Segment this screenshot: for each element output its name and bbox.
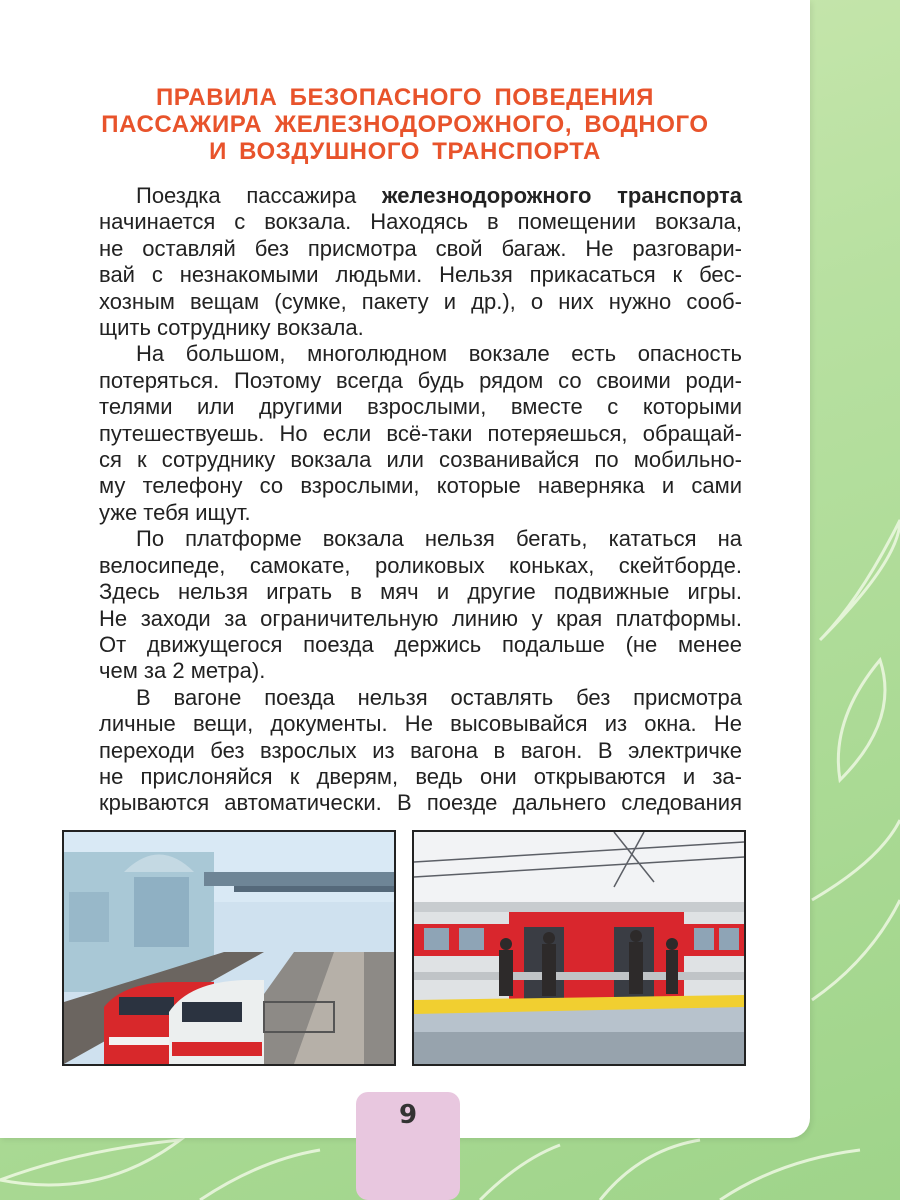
text-line: личные вещи, документы. Не высовывайся из окна. Не (99, 711, 742, 737)
text-line: От движущегося поезда держись подальше (не менее (99, 631, 742, 657)
text-line: В вагоне поезда нельзя оставлять без присмотра (136, 684, 742, 710)
body-text (62, 183, 742, 817)
paragraph-4 (62, 685, 742, 817)
page-number: 9 (398, 1100, 418, 1130)
text-line: Не заходи за ограничительную линию у края платформы. (99, 605, 742, 631)
text-line: путешествуешь. Но если всё-таки потеряешься, обращай- (99, 420, 742, 446)
text-line: телями или другими взрослыми, вместе с которыми (99, 394, 742, 420)
text-line: вай с незнакомыми людьми. Нельзя прикасаться к бес- (99, 262, 742, 288)
paragraph-2 (62, 341, 742, 526)
text-line: му телефону со взрослыми, которые наверняка и сами (99, 473, 742, 499)
title-line-1: ПРАВИЛА БЕЗОПАСНОГО ПОВЕДЕНИЯ (155, 84, 655, 111)
station-trains-photo (62, 830, 396, 1066)
text-line: Поездка пассажира железнодорожного транспорта (136, 183, 742, 208)
text-line: чем за 2 метра). (99, 658, 266, 684)
text-line: По платформе вокзала нельзя бегать, кататься на (136, 526, 742, 552)
paragraph-3 (62, 526, 742, 684)
text-line: начинается с вокзала. Находясь в помещении вокзала, (99, 209, 742, 235)
text-line: На большом, многолюдном вокзале есть опасность (136, 341, 742, 367)
suburban-train-photo (412, 830, 746, 1066)
text-line: не оставляй без присмотра свой багаж. Не разговари- (99, 235, 742, 261)
paragraph-1 (62, 183, 742, 341)
page-title (0, 84, 810, 165)
bold-term: железнодорожного транспорта (381, 183, 742, 208)
title-line-2: ПАССАЖИРА ЖЕЛЕЗНОДОРОЖНОГО, ВОДНОГО (101, 111, 709, 138)
text-line: щить сотруднику вокзала. (99, 315, 364, 341)
text-line: уже тебя ищут. (99, 499, 251, 525)
title-line-3: И ВОЗДУШНОГО ТРАНСПОРТА (209, 138, 601, 165)
text-line: крываются автоматически. В поезде дальнего следования (99, 790, 742, 816)
text-line: ся к сотруднику вокзала или созванивайся по мобильно- (99, 447, 742, 473)
text-line: переходи без взрослых из вагона в вагон. В электричке (99, 737, 742, 763)
text-line: Здесь нельзя играть в мяч и другие подвижные игры. (99, 579, 742, 605)
text-line: потеряться. Поэтому всегда будь рядом со своими роди- (99, 367, 742, 393)
text-line: велосипеде, самокате, роликовых коньках, скейтборде. (99, 552, 742, 578)
text-line: не прислоняйся к дверям, ведь они открываются и за- (99, 763, 742, 789)
text-line: хозным вещам (сумке, пакету и др.), о них нужно сооб- (99, 288, 742, 314)
